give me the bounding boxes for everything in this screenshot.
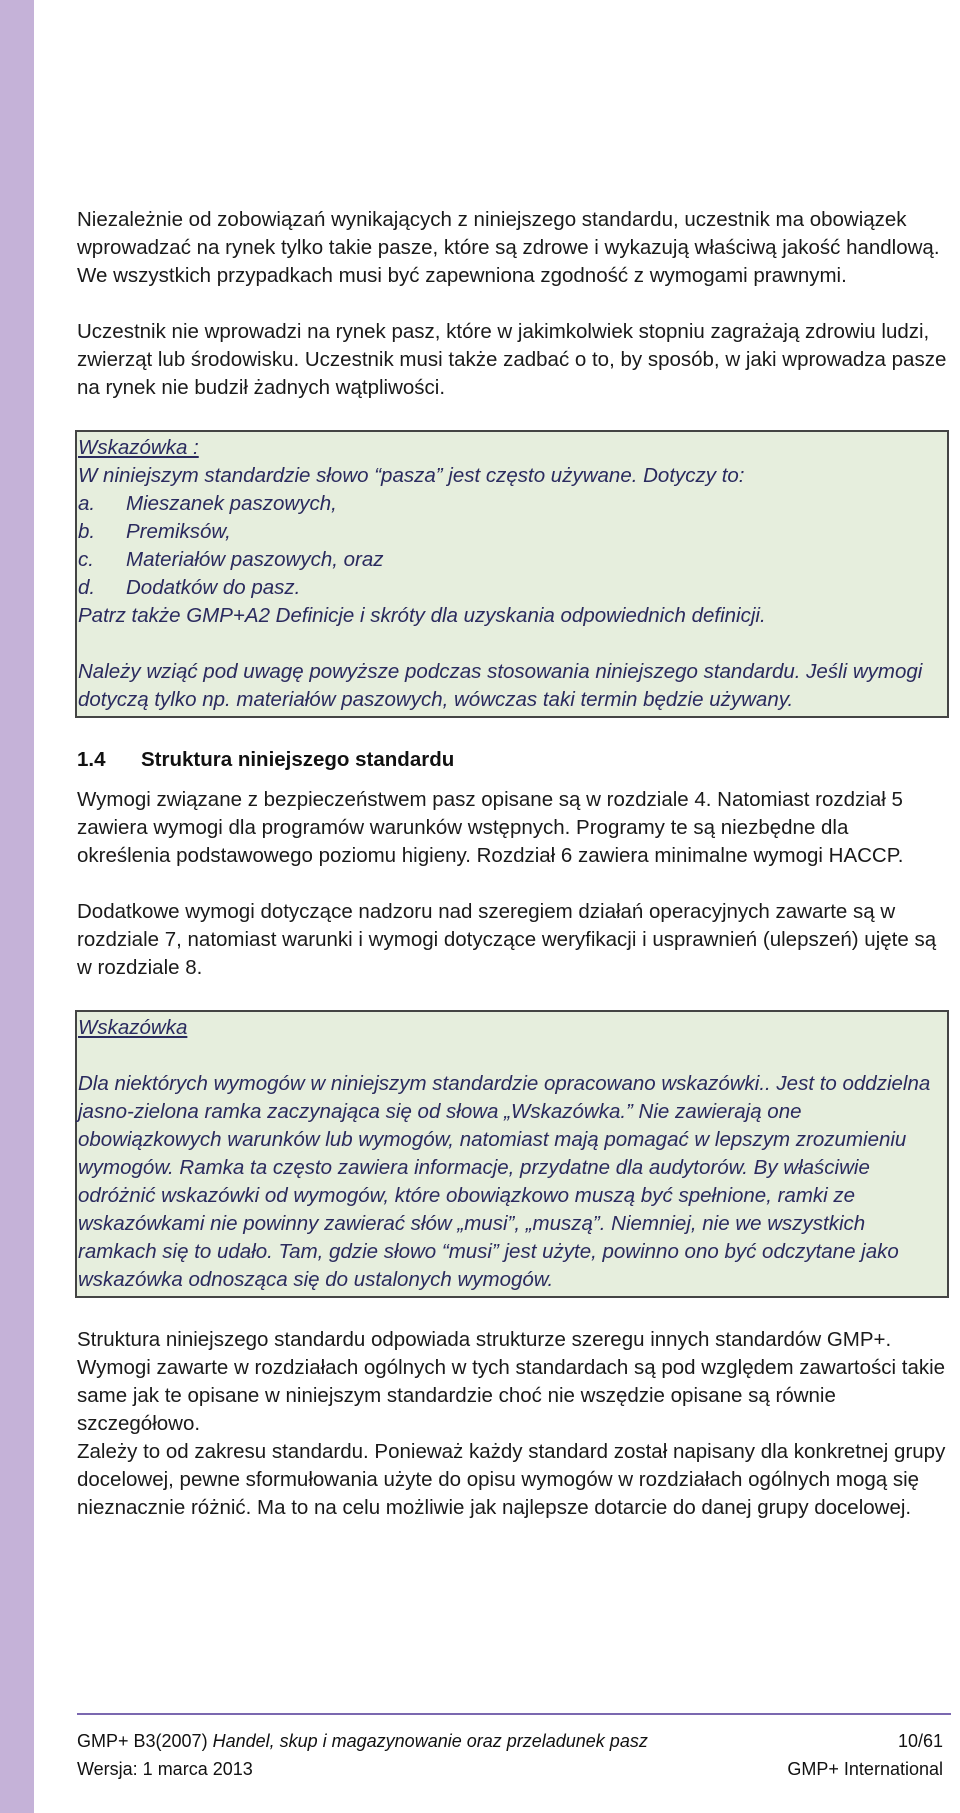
footer-rule: [77, 1713, 951, 1715]
hint-box-guidance: [75, 1010, 949, 1298]
paragraph-scope-dependence: Zależy to od zakresu standardu. Ponieważ każdy standard został napisany dla konkretnej grupy docelowej, pewne sformułowania użyte do opisu wymogów w rozdziałach ogólnych mogą się nieznacznie różnić. Ma to na celu możliwie jak najlepsze dotarcie do danej grupy docelowej.: [77, 1440, 946, 1519]
hint-note: Należy wziąć pod uwagę powyższe podczas stosowania niniejszego standardu. Jeśli wymogi dotyczą tylko np. materiałów paszowych, wówczas taki termin będzie używany.: [78, 660, 923, 711]
footer-row-version: [77, 1756, 943, 1782]
paragraph-additional-requirements: Dodatkowe wymogi dotyczące nadzoru nad szeregiem działań operacyjnych zawarte są w rozdziale 7, natomiast warunki i wymogi dotyczące weryfikacji i usprawnień (ulepszeń) ujęte są w rozdziale 8.: [77, 900, 937, 979]
list-text: Premiksów,: [126, 520, 231, 543]
list-marker: b.: [78, 520, 96, 543]
hint-title: Wskazówka: [78, 1016, 188, 1039]
footer-doc-title: Handel, skup i magazynowanie oraz przeladunek pasz: [212, 1731, 648, 1751]
page-content: [77, 206, 947, 1522]
list-item: [78, 518, 946, 546]
list-marker: a.: [78, 492, 96, 515]
list-item: [78, 490, 946, 518]
paragraph-structure-similarity: Struktura niniejszego standardu odpowiada strukturze szeregu innych standardów GMP+. Wymogi zawarte w rozdziałach ogólnych w tych standardach są pod względem zawartości takie same jak te opisane w niniejszym standardzie choć nie wszędzie opisane są równie szczegółowo.: [77, 1328, 946, 1435]
left-margin-bar: [0, 0, 34, 1813]
list-marker: c.: [78, 548, 94, 571]
footer-page-number: 10/61: [897, 1731, 943, 1751]
paragraph-safety-obligation: Uczestnik nie wprowadzi na rynek pasz, które w jakimkolwiek stopniu zagrażają zdrowiu ludzi, zwierząt lub środowisku. Uczestnik musi także zadbać o to, by sposób, w jaki wprowadza pasze na rynek nie budził żadnych wątpliwości.: [77, 320, 947, 399]
list-marker: d.: [78, 576, 96, 599]
hint-box-feed-definition: [75, 430, 949, 718]
section-title: Struktura niniejszego standardu: [141, 748, 455, 771]
section-number: 1.4: [77, 748, 106, 771]
footer-organization: GMP+ International: [787, 1759, 943, 1779]
hint-intro: W niniejszym standardzie słowo “pasza” jest często używane. Dotyczy to:: [78, 464, 745, 487]
hint-see-also: Patrz także GMP+A2 Definicje i skróty dla uzyskania odpowiednich definicji.: [78, 604, 766, 627]
hint-text: Dla niektórych wymogów w niniejszym standardzie opracowano wskazówki.. Jest to oddzielna jasno-zielona ramka zaczynająca się od słowa „Wskazówka.” Nie zawierają one obowiązkowych warunków lub wymogów, natomiast mają pomagać w lepszym zrozumieniu wymogów. Ramka ta często zawiera informacje, przydatne dla audytorów. By właściwie odróżnić wskazówki od wymogów, które obowiązkowo muszą być spełnione, ramki ze wskazówkami nie powinny zawierać słów „musi”, „muszą”. Niemniej, nie we wszystkich ramkach się to udało. Tam, gdzie słowo “musi” jest użyte, powinno ono być odczytane jako wskazówka odnosząca się do ustalonych wymogów.: [78, 1072, 931, 1291]
footer-row-document: [77, 1728, 943, 1754]
hint-title: Wskazówka :: [78, 436, 199, 459]
footer-doc-code: GMP+ B3(2007): [77, 1731, 208, 1751]
section-heading: [77, 746, 947, 774]
list-text: Dodatków do pasz.: [126, 576, 301, 599]
list-item: [78, 546, 946, 574]
paragraph-market-obligation: Niezależnie od zobowiązań wynikających z niniejszego standardu, uczestnik ma obowiązek wprowadzać na rynek tylko takie pasze, które są zdrowe i wykazują właściwą jakość handlową. We wszystkich przypadkach musi być zapewniona zgodność z wymogami prawnymi.: [77, 208, 940, 287]
footer-version: Wersja: 1 marca 2013: [77, 1759, 253, 1779]
list-text: Materiałów paszowych, oraz: [126, 548, 384, 571]
list-text: Mieszanek paszowych,: [126, 492, 337, 515]
paragraph-structure-chapters: Wymogi związane z bezpieczeństwem pasz opisane są w rozdziale 4. Natomiast rozdział 5 zawiera wymogi dla programów warunków wstępnych. Programy te są niezbędne dla określenia podstawowego poziomu higieny. Rozdział 6 zawiera minimalne wymogi HACCP.: [77, 788, 904, 867]
list-item: [78, 574, 946, 602]
